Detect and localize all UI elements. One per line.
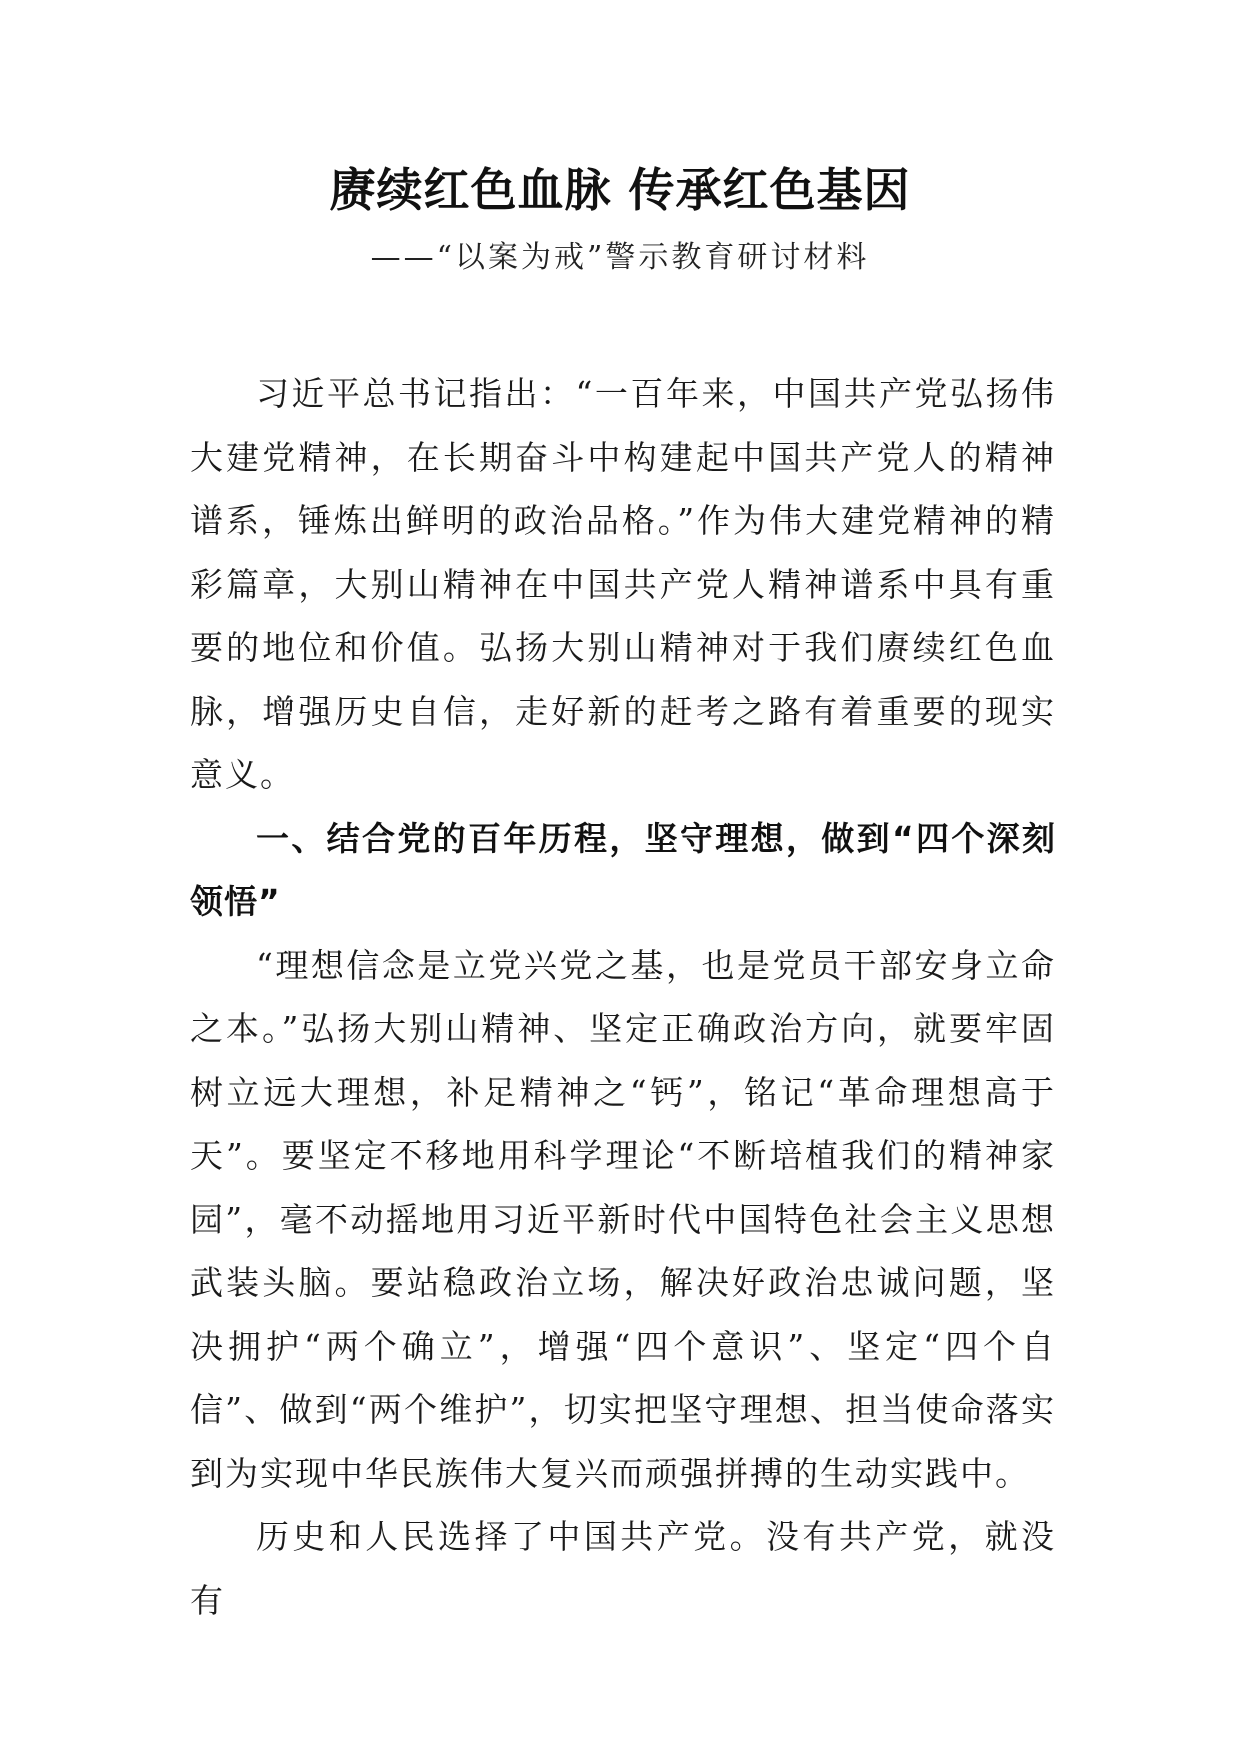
paragraph-ideals: “理想信念是立党兴党之基，也是党员干部安身立命之本。”弘扬大别山精神、坚定正确政治方向，就要牢固树立远大理想，补足精神之“钙”，铭记“革命理想高于天”。要坚定不移地用科学理论“不断培植我们的精神家园”，毫不动摇地用习近平新时代中国特色社会主义思想武装头脑。要站稳政治立场，解决好政治忠诚问题，坚决拥护“两个确立”，增强“四个意识”、坚定“四个自信”、做到“两个维护”，切实把坚守理想、担当使命落实到为实现中华民族伟大复兴而顽强拼搏的生动实践中。 (190, 945, 1056, 1493)
document-body (190, 362, 1056, 1632)
paragraph-intro: 习近平总书记指出：“一百年来，中国共产党弘扬伟大建党精神，在长期奋斗中构建起中国共产党人的精神谱系，锤炼出鲜明的政治品格。”作为伟大建党精神的精彩篇章，大别山精神在中国共产党人精神谱系中具有重要的地位和价值。弘扬大别山精神对于我们赓续红色血脉，增强历史自信，走好新的赶考之路有着重要的现实意义。 (190, 374, 1056, 794)
document-subtitle: ——“以案为戒”警示教育研讨材料 (370, 240, 870, 275)
paragraph-history: 历史和人民选择了中国共产党。没有共产党，就没有 (190, 1517, 1056, 1620)
document-title: 赓续红色血脉 传承红色基因 (329, 163, 911, 217)
section-heading-1: 一、结合党的百年历程，坚守理想，做到“四个深刻领悟” (190, 818, 1056, 921)
